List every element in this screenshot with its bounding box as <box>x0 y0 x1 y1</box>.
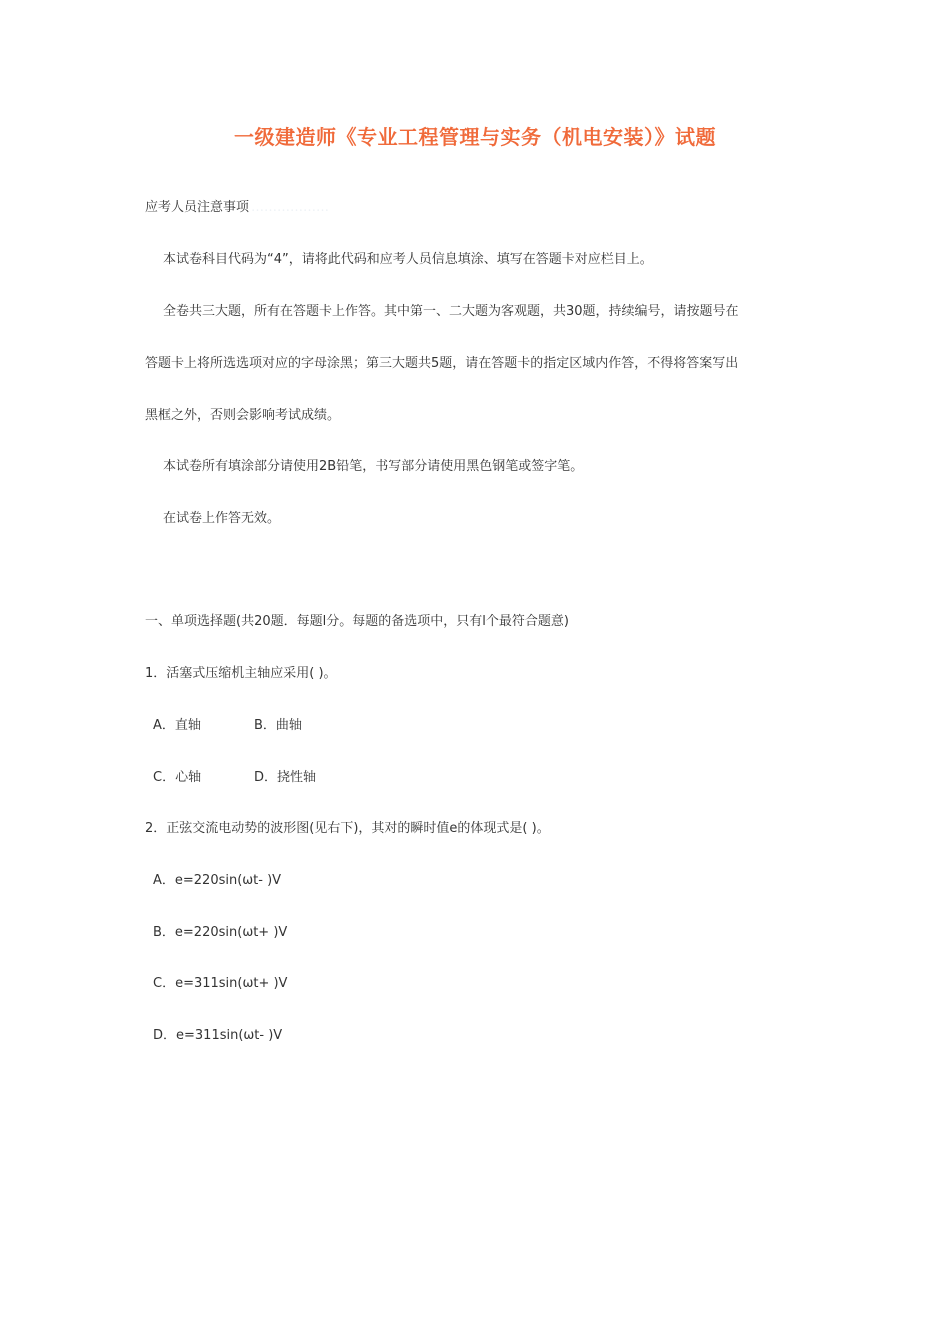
question-1-stem: 1．活塞式压缩机主轴应采用( )。 <box>145 666 337 681</box>
question-2-option-b: B．e=220sin(ωt+ )V <box>153 925 288 940</box>
question-1-option-b: B．曲轴 <box>254 718 302 733</box>
notice-item-structure-cont-2: 黑框之外，否则会影响考试成绩。 <box>145 408 341 423</box>
faint-watermark-text: ……………… <box>251 200 330 215</box>
question-1-option-d: D．挠性轴 <box>254 770 317 785</box>
notice-heading: 应考人员注意事项 <box>145 200 250 215</box>
notice-heading-row <box>145 198 329 218</box>
question-2-stem: 2．正弦交流电动势的波形图(见右下)，其对的瞬时值e的体现式是( )。 <box>145 821 550 836</box>
question-2-option-c: C．e=311sin(ωt+ )V <box>153 976 288 991</box>
question-2-option-d: D．e=311sin(ωt- )V <box>153 1028 283 1043</box>
section-heading: 一、单项选择题(共20题．每题l分。每题的备选项中，只有l个最符合题意) <box>145 614 569 629</box>
notice-item-code: 本试卷科目代码为“4”，请将此代码和应考人员信息填涂、填写在答题卡对应栏目上。 <box>163 252 653 267</box>
notice-item-structure-cont-1: 答题卡上将所选选项对应的字母涂黑；第三大题共5题，请在答题卡的指定区域内作答，不得将答案写出 <box>145 356 739 371</box>
question-2-option-a: A．e=220sin(ωt- )V <box>153 873 282 888</box>
question-1-option-c: C．心轴 <box>153 770 202 785</box>
notice-item-structure: 全卷共三大题，所有在答题卡上作答。其中第一、二大题为客观题，共30题，持续编号，请按题号在 <box>163 304 739 319</box>
page-title: 一级建造师《专业工程管理与实务（机电安装）》试题 <box>234 125 716 149</box>
notice-item-pencil: 本试卷所有填涂部分请使用2B铅笔，书写部分请使用黑色钢笔或签字笔。 <box>163 459 584 474</box>
question-1-option-a: A．直轴 <box>153 718 201 733</box>
notice-item-invalid: 在试卷上作答无效。 <box>163 511 281 526</box>
